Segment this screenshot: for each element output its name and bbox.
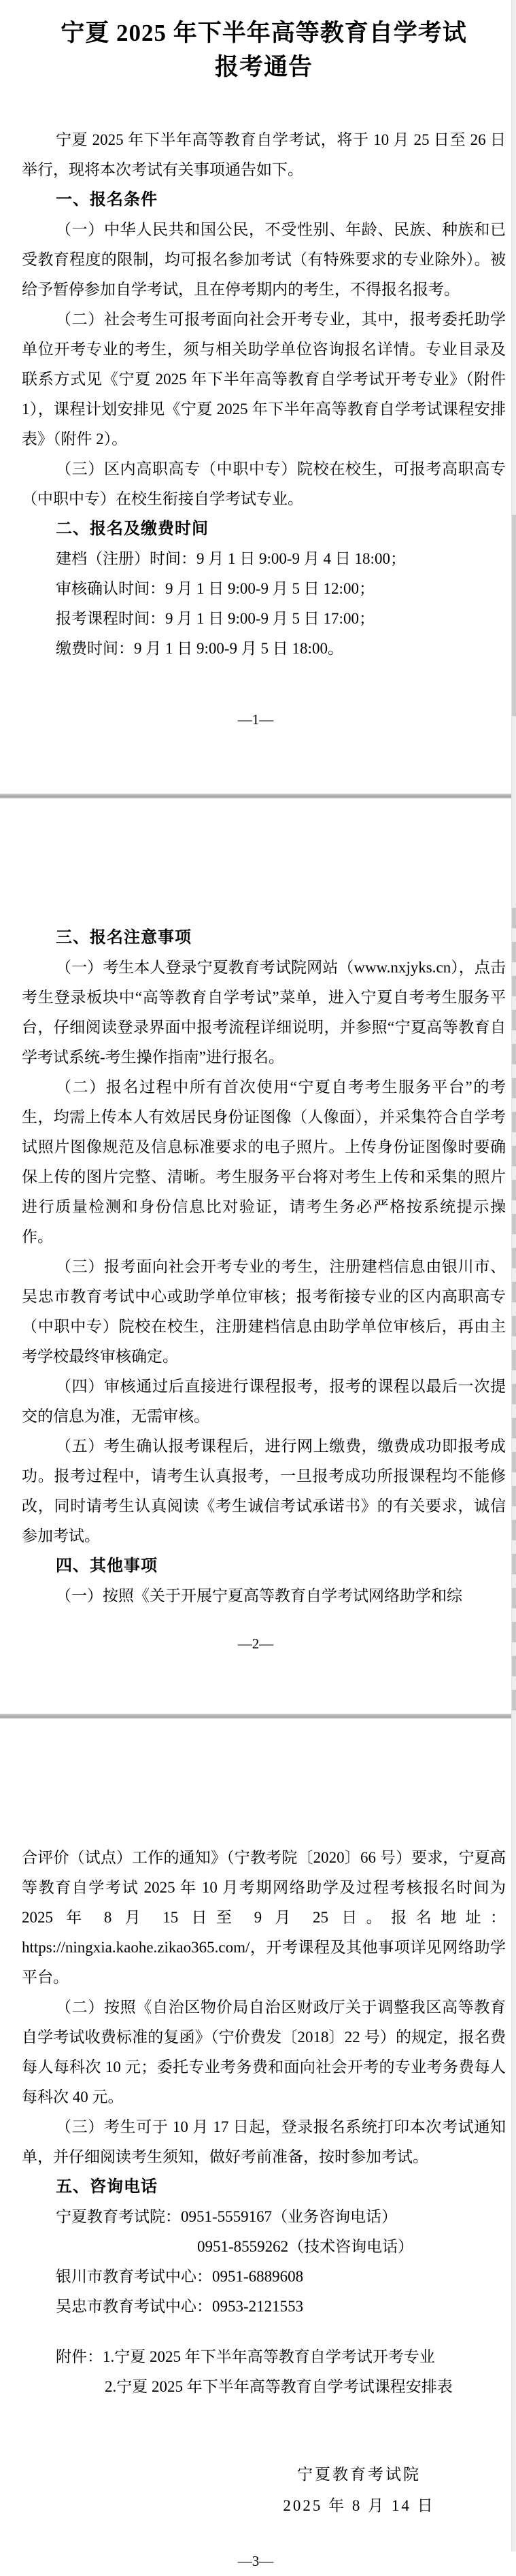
paragraph-1-3: （三）区内高职高专（中职中专）院校在校生，可报考高职高专（中职中专）在校生衔接自学考试专业。 [22, 460, 506, 507]
doc-title-line-1: 宁夏 2025 年下半年高等教育自学考试 [61, 20, 467, 46]
scrollbar[interactable] [511, 0, 516, 2552]
time-line-payment: 缴费时间：9 月 1 日 9:00-9 月 5 日 18:00。 [56, 640, 343, 657]
attachment-block [22, 2342, 506, 2402]
paragraph-2-6-partial: （一）按照《关于开展宁夏高等教育自学考试网络助学和综 [56, 1587, 462, 1604]
signature-block [224, 2459, 494, 2522]
paragraph-1-1: （一）中华人民共和国公民，不受性别、年龄、民族、种族和已受教育程度的限制，均可报名参加考试（有特殊要求的专业除外）。被给予暂停参加自学考试，且在停考期内的考生，不得报名报考。 [22, 221, 506, 298]
section-heading-2: 二、报名及缴费时间 [56, 520, 209, 538]
page-number-3: —3— [237, 2553, 274, 2569]
page-separator [0, 1714, 516, 1718]
section-heading-4: 四、其他事项 [56, 1557, 158, 1575]
page-separator [0, 794, 516, 798]
signature-org: 宁夏教育考试院 [297, 2466, 421, 2483]
page-2 [0, 798, 511, 1714]
time-line-register: 建档（注册）时间：9 月 1 日 9:00-9 月 4 日 18:00； [56, 550, 406, 567]
intro-paragraph: 宁夏 2025 年下半年高等教育自学考试，将于 10 月 25 日至 26 日举行，现将本次考试有关事项通告如下。 [22, 131, 506, 178]
paragraph-3-2: （二）按照《自治区物价局自治区财政厅关于调整我区高等教育自学考试收费标准的复函》（宁价费发〔2018〕22 号）的规定，报名费每人每科次 10 元；委托专业考务费和面向社会开考的专业考务费每人每科次 40 元。 [22, 1999, 506, 2105]
paragraph-1-2: （二）社会考生可报考面向社会开考专业，其中，报考委托助学单位开考专业的考生，须与相关助学单位咨询报名详情。专业目录及联系方式见《宁夏 2025 年下半年高等教育自学考试开考专业》（附件 1），课程计划安排见《宁夏 2025 年下半年高等教育自学考试课程安排表》（附件 2）。 [22, 311, 506, 447]
paragraph-2-5: （五）考生确认报考课程后，进行网上缴费，缴费成功即报考成功。报考过程中，请考生认真报考，一旦报考成功所报课程均不能修改，同时请考生认真阅读《考生诚信考试承诺书》的有关要求，诚信参加考试。 [22, 1438, 506, 1544]
phone-line-nx-exam-office: 宁夏教育考试院：0951-5559167（业务咨询电话） [56, 2208, 398, 2225]
scrollbar-thumb-trail [512, 908, 516, 1714]
attachment-line-1: 附件：1.宁夏 2025 年下半年高等教育自学考试开考专业 [56, 2348, 435, 2365]
page-number-1: —1— [237, 711, 274, 728]
paragraph-2-4: （四）审核通过后直接进行课程报考，报考的课程以最后一次提交的信息为准，无需审核。 [22, 1378, 506, 1425]
signature-date: 2025 年 8 月 14 日 [283, 2497, 435, 2514]
section-heading-5: 五、咨询电话 [56, 2177, 158, 2196]
section-heading-3: 三、报名注意事项 [56, 928, 192, 947]
scrollbar-thumb[interactable] [512, 515, 516, 716]
time-line-review: 审核确认时间：9 月 1 日 9:00-9 月 5 日 12:00； [56, 580, 375, 597]
section-heading-1: 一、报名条件 [56, 190, 158, 209]
phone-line-wuzhong: 吴忠市教育考试中心：0953-2121553 [56, 2298, 304, 2315]
doc-title-line-2: 报考通告 [214, 54, 313, 80]
phone-line-tech-support: 0951-8559262（技术咨询电话） [197, 2238, 414, 2255]
time-line-course: 报考课程时间：9 月 1 日 9:00-9 月 5 日 17:00； [56, 610, 375, 627]
paragraph-2-3: （三）报考面向社会开考专业的考生，注册建档信息由银川市、吴忠市教育考试中心或助学单位审核；报考衔接专业的区内高职高专（中职中专）院校在校生，注册建档信息由助学单位审核后，再由主考学校最终审核确定。 [22, 1258, 506, 1365]
paragraph-2-2: （二）报名过程中所有首次使用“宁夏自考考生服务平台”的考生，均需上传本人有效居民身份证图像（人像面），并采集符合自学考试照片图像规范及信息标准要求的电子照片。上传身份证图像时要确保上传的图片完整、清晰。考生服务平台将对考生上传和采集的照片进行质量检测和身份信息比对验证，请考生务必严格按系统提示操作。 [22, 1079, 506, 1245]
attachment-line-2: 2.宁夏 2025 年下半年高等教育自学考试课程安排表 [105, 2378, 453, 2395]
page-1 [0, 0, 511, 794]
paragraph-3-3: （三）考生可于 10 月 17 日起，登录报名系统打印本次考试通知单，并仔细阅读考生须知，做好考前准备，按时参加考试。 [22, 2118, 506, 2165]
page-3 [0, 1718, 511, 2569]
doc-title [22, 16, 506, 84]
paragraph-3-1-continuation: 合评价（试点）工作的通知》（宁教考院〔2020〕66 号）要求，宁夏高等教育自学考试 2025 年 10 月考期网络助学及过程考核报名时间为 2025 年 8 月 15 日至 9 月 25 日。报名地址：https://ningxia.kaohe.zikao365.com/，开考课程及其他事项详见网络助学平台。 [22, 1849, 506, 1986]
phone-line-yinchuan: 银川市教育考试中心：0951-6889608 [56, 2268, 304, 2285]
paragraph-2-1: （一）考生本人登录宁夏教育考试院网站（www.nxjyks.cn），点击考生登录板块中“高等教育自学考试”菜单，进入宁夏自考考生服务平台，仔细阅读登录界面中报考流程详细说明，并参照“宁夏高等教育自学考试系统-考生操作指南”进行报名。 [22, 959, 506, 1066]
page-number-2: —2— [237, 1636, 274, 1652]
